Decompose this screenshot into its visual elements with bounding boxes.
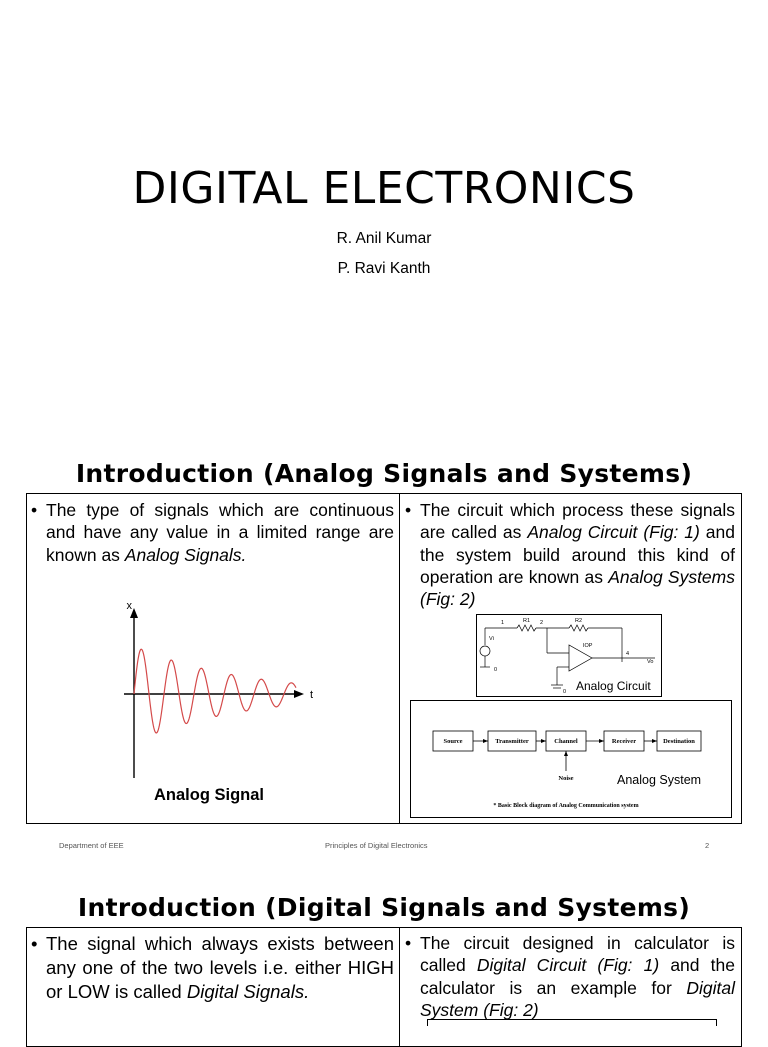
slide2-right-bullet (405, 499, 736, 610)
slide3-heading: Introduction (Digital Signals and Systems) (77, 893, 691, 922)
digital-circuit-figure (427, 1019, 717, 1026)
y-axis-label: x (126, 600, 132, 612)
analog-signal-caption: Analog Signal (154, 786, 265, 804)
slide3-right-bullet (405, 932, 735, 1021)
footer-department: Department of EEE (59, 841, 124, 850)
slide2-left-text: The type of signals which are continuous and have any value in a limited range are known as (46, 500, 394, 565)
footer-course: Principles of Digital Electronics (325, 841, 428, 850)
circuit-r1: R1 (523, 618, 531, 624)
analog-system-box (410, 700, 732, 818)
slide3-column-divider (399, 927, 400, 1047)
bullet-dot: • (405, 500, 412, 520)
slide2-left-bullet (31, 499, 394, 566)
author-2: P. Ravi Kanth (337, 260, 431, 277)
slide3-left-bullet (31, 932, 394, 1004)
slide3-right-text-1: The circuit designed in calculator is called (420, 933, 735, 976)
slide3-left-text: The signal which always exists between any one of the two levels i.e. either HIGH or LOW is called (46, 933, 394, 1002)
circuit-node-2: 2 (540, 620, 544, 626)
slide3-right-em-1: Digital Circuit (Fig: 1) (476, 955, 660, 976)
slide3-right-text-2: and the calculator is an example for (420, 955, 735, 998)
block-destination: Destination (663, 738, 695, 745)
author-1: R. Anil Kumar (336, 230, 432, 247)
analog-circuit-caption: Analog Circuit (576, 679, 651, 693)
analog-signal-figure (110, 596, 320, 782)
circuit-vo: Vo (647, 659, 654, 665)
analog-system-caption: Analog System (617, 773, 702, 787)
analog-wave (134, 649, 296, 733)
bullet-dot: • (31, 500, 38, 520)
x-axis-label: t (310, 689, 314, 701)
slide2-right-em-1: Analog Circuit (Fig: 1) (527, 522, 700, 543)
slide2-right-em-2: Analog Systems (Fig: 2) (420, 566, 735, 610)
slide3-left-em: Digital Signals. (186, 981, 310, 1002)
block-source: Source (443, 738, 463, 745)
circuit-gnd-1: 0 (494, 667, 498, 673)
slide2-heading: Introduction (Analog Signals and Systems) (75, 459, 693, 488)
analog-system-diagram (411, 701, 731, 817)
slide3-right-em-2: Digital System (Fig: 2) (420, 977, 735, 1020)
bullet-dot: • (405, 933, 412, 953)
bullet-dot: • (31, 933, 38, 954)
x-axis-arrow (294, 690, 304, 698)
slide2-right-text-2: and the system build around this kind of operation are known as (420, 522, 736, 587)
circuit-vi: Vi (489, 636, 494, 642)
circuit-r2: R2 (575, 618, 583, 624)
block-diagram-caption: * Basic Block diagram of Analog Communication system (493, 803, 639, 809)
circuit-node-4: 4 (626, 651, 630, 657)
block-transmitter: Transmitter (495, 738, 529, 745)
block-channel: Channel (554, 738, 578, 745)
footer-page-number: 2 (705, 841, 710, 850)
circuit-node-1: 1 (501, 620, 505, 626)
slide2-right-text-1: The circuit which process these signals are called as (420, 500, 735, 543)
slide2-left-em: Analog Signals. (124, 544, 247, 565)
circuit-gnd-2: 0 (563, 689, 567, 695)
circuit-iop: IOP (583, 643, 593, 649)
noise-label: Noise (558, 775, 574, 782)
slide-title: DIGITAL ELECTRONICS (132, 163, 636, 214)
block-receiver: Receiver (611, 738, 637, 745)
slide2-column-divider (399, 493, 400, 824)
